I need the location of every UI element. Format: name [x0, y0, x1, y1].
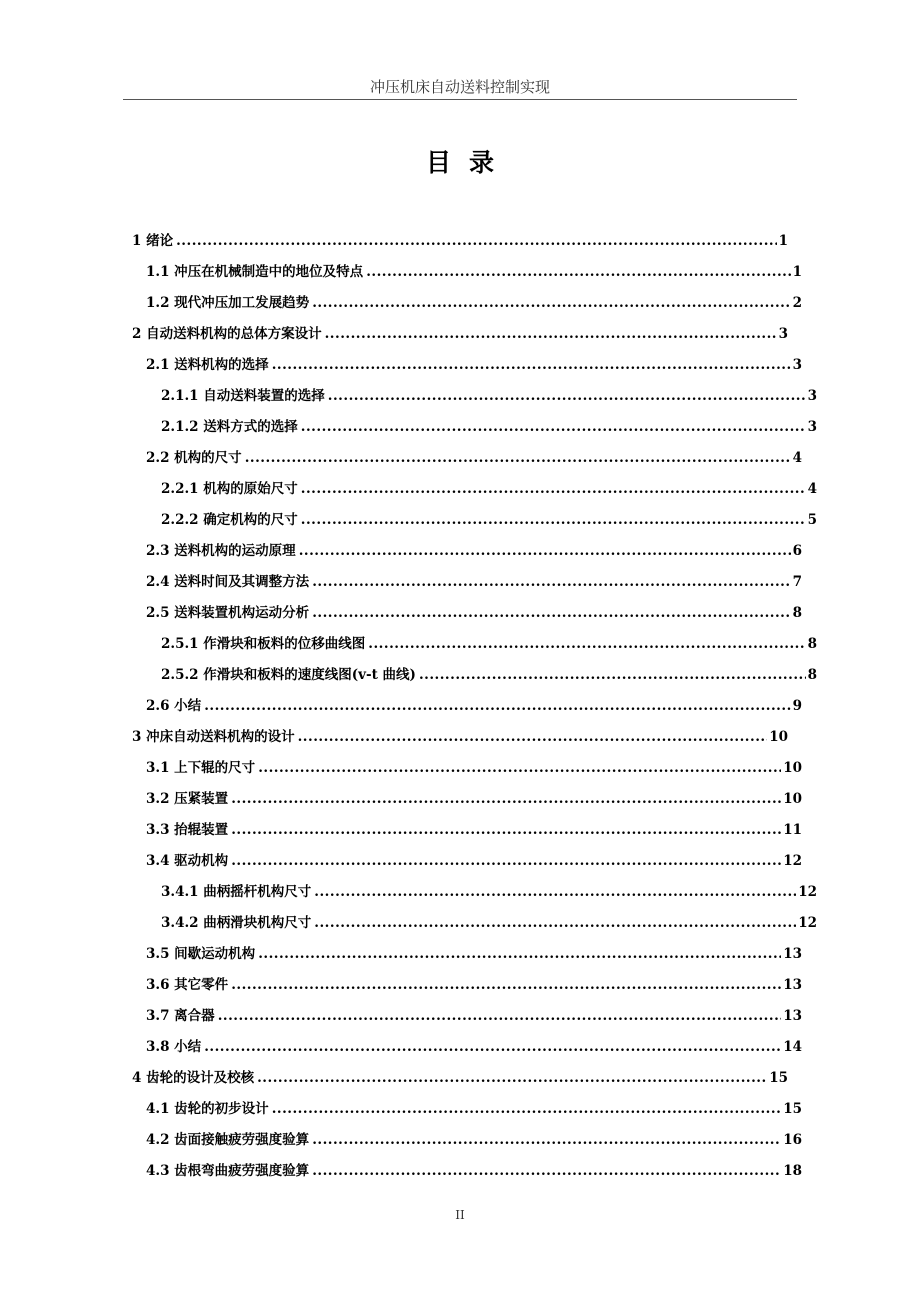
toc-entry[interactable] — [132, 973, 802, 995]
running-header: 冲压机床自动送料控制实现 — [369, 78, 550, 96]
toc-entry-page: 3 — [807, 388, 817, 404]
toc-entry-label: 3.7 离合器 — [146, 1008, 215, 1024]
toc-leader-dots — [231, 791, 781, 807]
toc-entry-label: 3.4.2 曲柄滑块机构尺寸 — [161, 915, 312, 931]
toc-entry-label: 3 冲床自动送料机构的设计 — [132, 729, 295, 745]
toc-entry-label: 2.5 送料装置机构运动分析 — [146, 605, 310, 621]
toc-entry[interactable] — [132, 663, 817, 685]
toc-entry-label: 4.1 齿轮的初步设计 — [146, 1101, 269, 1117]
toc-entry-page: 3 — [792, 357, 802, 373]
toc-entry-label: 2.1.2 送料方式的选择 — [161, 419, 298, 435]
toc-entry[interactable] — [132, 508, 817, 530]
toc-entry[interactable] — [132, 1066, 788, 1088]
toc-entry-label: 2.6 小结 — [146, 698, 202, 714]
toc-leader-dots — [314, 915, 796, 931]
toc-leader-dots — [258, 946, 781, 962]
toc-entry-page: 8 — [792, 605, 802, 621]
toc-leader-dots — [366, 264, 790, 280]
toc-entry[interactable] — [132, 849, 802, 871]
toc-entry-label: 3.3 抬辊装置 — [146, 822, 229, 838]
toc-entry[interactable] — [132, 756, 802, 778]
toc-entry[interactable] — [132, 694, 802, 716]
toc-entry-label: 3.8 小结 — [146, 1039, 202, 1055]
toc-entry-page: 12 — [798, 915, 817, 931]
toc-leader-dots — [204, 1039, 781, 1055]
toc-entry[interactable] — [132, 291, 802, 313]
toc-entry-page: 4 — [792, 450, 802, 466]
toc-entry[interactable] — [132, 1004, 802, 1026]
toc-entry[interactable] — [132, 353, 802, 375]
toc-entry-label: 3.1 上下辊的尺寸 — [146, 760, 256, 776]
toc-entry-page: 3 — [807, 419, 817, 435]
toc-entry[interactable] — [132, 632, 817, 654]
toc-leader-dots — [245, 450, 791, 466]
toc-entry-page: 15 — [769, 1070, 788, 1086]
toc-entry-label: 3.4.1 曲柄摇杆机构尺寸 — [161, 884, 312, 900]
toc-entry-label: 2.2.2 确定机构的尺寸 — [161, 512, 298, 528]
toc-entry-label: 1.2 现代冲压加工发展趋势 — [146, 295, 310, 311]
toc-entry[interactable] — [132, 1159, 802, 1181]
toc-entry-page: 4 — [807, 481, 817, 497]
toc-entry-label: 1 绪论 — [132, 233, 174, 249]
toc-entry-page: 10 — [769, 729, 788, 745]
toc-entry-page: 6 — [792, 543, 802, 559]
toc-entry-page: 13 — [783, 977, 802, 993]
toc-entry-page: 13 — [783, 1008, 802, 1024]
toc-leader-dots — [231, 853, 781, 869]
toc-leader-dots — [231, 977, 781, 993]
toc-leader-dots — [312, 1163, 781, 1179]
toc-leader-dots — [231, 822, 781, 838]
toc-entry[interactable] — [132, 880, 817, 902]
toc-entry[interactable] — [132, 260, 802, 282]
toc-entry[interactable] — [132, 1128, 802, 1150]
toc-entry[interactable] — [132, 477, 817, 499]
toc-leader-dots — [312, 1132, 781, 1148]
toc-entry[interactable] — [132, 601, 802, 623]
toc-leader-dots — [419, 667, 806, 683]
toc-entry-label: 4.3 齿根弯曲疲劳强度验算 — [146, 1163, 310, 1179]
header-rule — [123, 99, 797, 100]
page-number: II — [455, 1208, 465, 1222]
toc-entry[interactable] — [132, 322, 788, 344]
toc-leader-dots — [368, 636, 805, 652]
toc-entry-page: 10 — [783, 791, 802, 807]
toc-entry-page: 8 — [807, 667, 817, 683]
toc-entry-page: 1 — [792, 264, 802, 280]
toc-entry-label: 1.1 冲压在机械制造中的地位及特点 — [146, 264, 364, 280]
toc-leader-dots — [204, 698, 790, 714]
toc-entry-label: 2.4 送料时间及其调整方法 — [146, 574, 310, 590]
toc-leader-dots — [257, 1070, 767, 1086]
toc-entry[interactable] — [132, 415, 817, 437]
toc-entry-label: 3.4 驱动机构 — [146, 853, 229, 869]
toc-leader-dots — [328, 388, 806, 404]
toc-entry[interactable] — [132, 1097, 802, 1119]
toc-entry[interactable] — [132, 725, 788, 747]
toc-entry-page: 8 — [807, 636, 817, 652]
toc-leader-dots — [299, 543, 791, 559]
toc-entry-label: 2 自动送料机构的总体方案设计 — [132, 326, 322, 342]
toc-entry[interactable] — [132, 818, 802, 840]
toc-leader-dots — [272, 1101, 782, 1117]
toc-entry-page: 16 — [783, 1132, 802, 1148]
toc-leader-dots — [312, 605, 790, 621]
toc-entry-label: 2.5.1 作滑块和板料的位移曲线图 — [161, 636, 366, 652]
toc-entry[interactable] — [132, 911, 817, 933]
toc-entry-page: 5 — [807, 512, 817, 528]
toc-leader-dots — [301, 419, 806, 435]
toc-entry-page: 9 — [792, 698, 802, 714]
toc-entry[interactable] — [132, 942, 802, 964]
toc-entry[interactable] — [132, 570, 802, 592]
toc-entry-label: 4.2 齿面接触疲劳强度验算 — [146, 1132, 310, 1148]
toc-entry-page: 3 — [778, 326, 788, 342]
toc-entry-page: 18 — [783, 1163, 802, 1179]
toc-entry[interactable] — [132, 787, 802, 809]
toc-entry-page: 13 — [783, 946, 802, 962]
toc-leader-dots — [314, 884, 796, 900]
toc-entry-label: 2.1 送料机构的选择 — [146, 357, 269, 373]
toc-entry-page: 11 — [783, 822, 802, 838]
toc-entry[interactable] — [132, 384, 817, 406]
toc-entry-label: 3.5 间歇运动机构 — [146, 946, 256, 962]
toc-leader-dots — [176, 233, 777, 249]
toc-entry-page: 12 — [798, 884, 817, 900]
toc-title: 目录 — [425, 148, 512, 177]
toc-leader-dots — [312, 295, 790, 311]
toc-entry-label: 2.1.1 自动送料装置的选择 — [161, 388, 325, 404]
toc-entry-label: 2.3 送料机构的运动原理 — [146, 543, 296, 559]
toc-entry-page: 2 — [792, 295, 802, 311]
toc-leader-dots — [258, 760, 781, 776]
toc-entry-page: 12 — [783, 853, 802, 869]
toc-entry[interactable] — [132, 446, 802, 468]
toc-entry-page: 10 — [783, 760, 802, 776]
toc-entry[interactable] — [132, 229, 788, 251]
toc-leader-dots — [272, 357, 791, 373]
toc-entry[interactable] — [132, 539, 802, 561]
toc-leader-dots — [301, 481, 806, 497]
toc-entry[interactable] — [132, 1035, 802, 1057]
toc-entry-label: 4 齿轮的设计及校核 — [132, 1070, 255, 1086]
toc-entry-page: 1 — [778, 233, 788, 249]
toc-leader-dots — [325, 326, 777, 342]
toc-leader-dots — [298, 729, 768, 745]
toc-entry-label: 3.6 其它零件 — [146, 977, 229, 993]
toc-entry-page: 14 — [783, 1039, 802, 1055]
toc-entry-label: 2.5.2 作滑块和板料的速度线图(v-t 曲线) — [161, 667, 416, 683]
toc-entry-label: 2.2.1 机构的原始尺寸 — [161, 481, 298, 497]
toc-leader-dots — [218, 1008, 782, 1024]
toc-entry-page: 7 — [792, 574, 802, 590]
toc-entry-label: 3.2 压紧装置 — [146, 791, 229, 807]
toc-entry-label: 2.2 机构的尺寸 — [146, 450, 242, 466]
toc-leader-dots — [301, 512, 806, 528]
toc-entry-page: 15 — [783, 1101, 802, 1117]
toc-leader-dots — [312, 574, 790, 590]
